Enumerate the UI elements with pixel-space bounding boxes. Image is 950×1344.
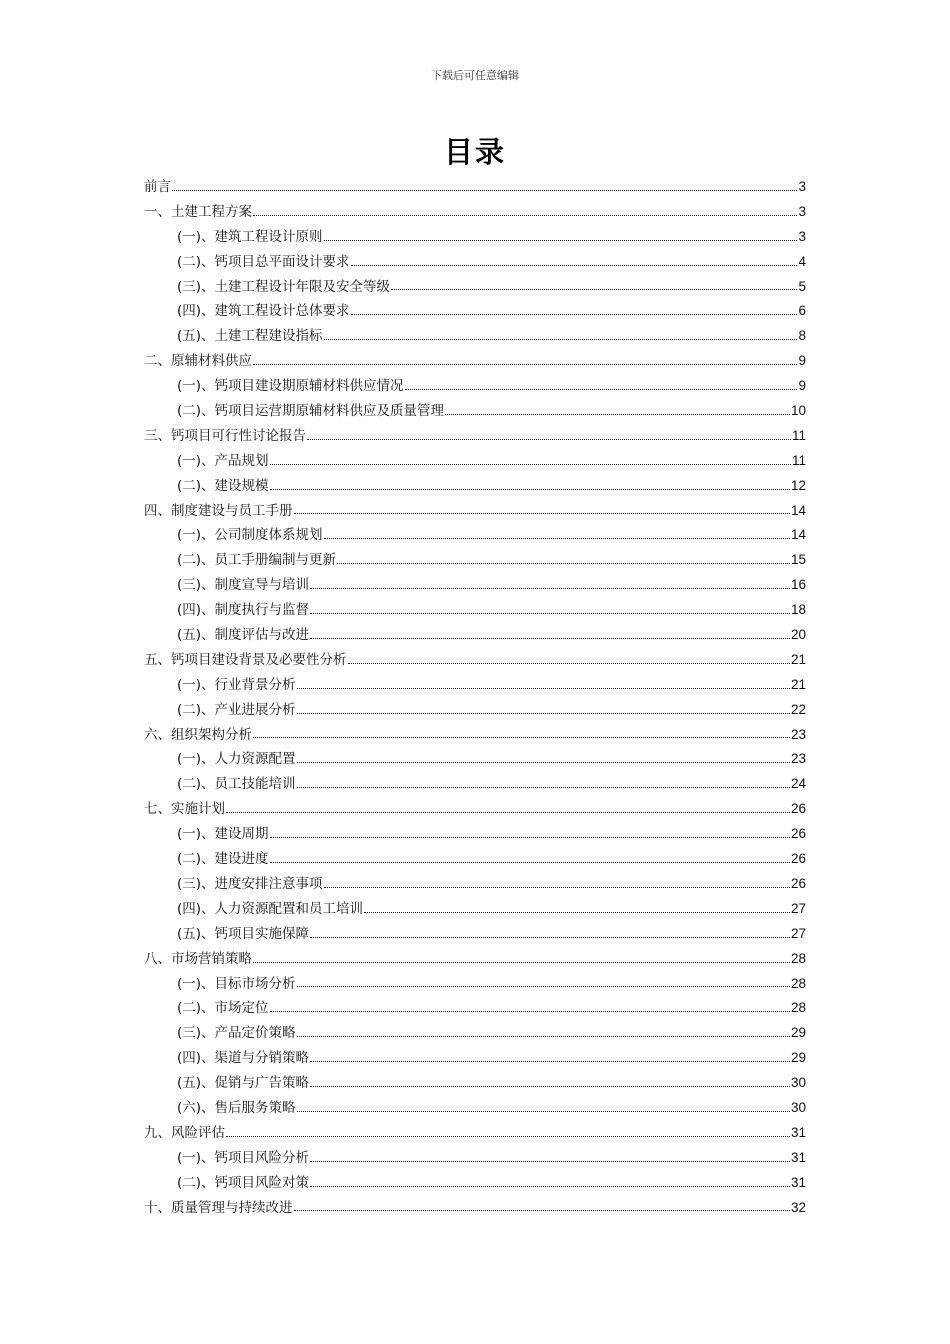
toc-dot-leader <box>351 314 798 315</box>
toc-entry[interactable] <box>144 474 806 499</box>
toc-entry-page-number: 26 <box>790 875 806 891</box>
toc-entry[interactable] <box>144 424 806 449</box>
toc-dot-leader <box>297 1036 790 1037</box>
toc-entry-page-number: 31 <box>790 1124 806 1140</box>
toc-dot-leader <box>445 414 790 415</box>
toc-entry[interactable] <box>144 374 806 399</box>
toc-entry-page-number: 30 <box>790 1075 806 1091</box>
toc-entry-page-number: 29 <box>790 1050 806 1066</box>
toc-entry[interactable] <box>144 1121 806 1146</box>
toc-entry[interactable] <box>144 349 806 374</box>
toc-entry-page-number: 28 <box>790 975 806 991</box>
toc-entry[interactable] <box>144 897 806 922</box>
toc-entry-page-number: 3 <box>798 203 806 219</box>
toc-entry[interactable] <box>144 922 806 947</box>
toc-entry-label: (四)、渠道与分销策略 <box>177 1050 310 1067</box>
toc-dot-leader <box>270 1011 790 1012</box>
toc-entry-label: (二)、市场定位 <box>177 1000 269 1017</box>
toc-dot-leader <box>310 638 790 639</box>
toc-entry-page-number: 26 <box>790 801 806 817</box>
toc-entry-page-number: 3 <box>798 228 806 244</box>
toc-entry-label: (五)、制度评估与改进 <box>177 627 310 644</box>
toc-entry-label: (五)、促销与广告策略 <box>177 1075 310 1092</box>
toc-dot-leader <box>391 289 797 290</box>
toc-entry-page-number: 23 <box>790 726 806 742</box>
toc-dot-leader <box>324 538 790 539</box>
toc-entry-label: 三、钙项目可行性讨论报告 <box>144 427 306 444</box>
toc-dot-leader <box>172 190 797 191</box>
toc-entry-label: (一)、公司制度体系规划 <box>177 527 323 544</box>
toc-entry-label: 十、质量管理与持续改进 <box>144 1199 293 1216</box>
toc-dot-leader <box>310 613 790 614</box>
toc-entry[interactable] <box>144 996 806 1021</box>
toc-entry-page-number: 22 <box>790 701 806 717</box>
toc-dot-leader <box>297 1111 790 1112</box>
toc-entry[interactable] <box>144 499 806 524</box>
toc-entry-page-number: 9 <box>798 378 806 394</box>
toc-entry-page-number: 29 <box>790 1025 806 1041</box>
toc-dot-leader <box>253 962 790 963</box>
toc-entry-page-number: 21 <box>790 676 806 692</box>
toc-entry-page-number: 12 <box>790 477 806 493</box>
toc-dot-leader <box>405 389 798 390</box>
toc-dot-leader <box>337 563 790 564</box>
toc-entry[interactable] <box>144 797 806 822</box>
toc-entry-page-number: 28 <box>790 1000 806 1016</box>
toc-dot-leader <box>297 688 790 689</box>
toc-entry-label: (一)、行业背景分析 <box>177 676 296 693</box>
toc-entry-label: (三)、产品定价策略 <box>177 1025 296 1042</box>
toc-entry-label: (五)、钙项目实施保障 <box>177 925 310 942</box>
toc-entry-label: (四)、制度执行与监督 <box>177 602 310 619</box>
toc-entry-page-number: 15 <box>790 552 806 568</box>
toc-entry-label: (一)、建设周期 <box>177 826 269 843</box>
toc-entry-page-number: 20 <box>790 627 806 643</box>
toc-dot-leader <box>364 912 790 913</box>
toc-entry[interactable] <box>144 772 806 797</box>
toc-entry-page-number: 21 <box>790 651 806 667</box>
toc-entry[interactable] <box>144 1171 806 1196</box>
toc-dot-leader <box>270 837 790 838</box>
toc-list <box>144 175 806 1220</box>
toc-entry[interactable] <box>144 225 806 250</box>
toc-dot-leader <box>294 513 790 514</box>
toc-dot-leader <box>348 663 790 664</box>
toc-entry-label: (二)、产业进展分析 <box>177 701 296 718</box>
toc-entry-label: (一)、建筑工程设计原则 <box>177 228 323 245</box>
toc-dot-leader <box>253 364 797 365</box>
toc-dot-leader <box>226 812 790 813</box>
toc-dot-leader <box>310 1061 790 1062</box>
toc-entry-label: 九、风险评估 <box>144 1124 225 1141</box>
toc-entry-label: (五)、土建工程建设指标 <box>177 328 323 345</box>
toc-entry-label: (四)、人力资源配置和员工培训 <box>177 900 364 917</box>
toc-entry[interactable] <box>144 200 806 225</box>
toc-entry[interactable] <box>144 399 806 424</box>
toc-title: 目录 <box>443 135 506 169</box>
toc-entry-label: 一、土建工程方案 <box>144 203 252 220</box>
toc-entry-label: (二)、建设规模 <box>177 477 269 494</box>
toc-entry[interactable] <box>144 1096 806 1121</box>
toc-entry-label: (一)、钙项目风险分析 <box>177 1149 310 1166</box>
toc-entry[interactable] <box>144 1196 806 1221</box>
toc-dot-leader <box>310 588 790 589</box>
toc-entry[interactable] <box>144 972 806 997</box>
toc-dot-leader <box>351 265 798 266</box>
toc-dot-leader <box>310 1186 790 1187</box>
toc-entry-label: (二)、钙项目风险对策 <box>177 1174 310 1191</box>
toc-dot-leader <box>297 787 790 788</box>
toc-entry-page-number: 26 <box>790 851 806 867</box>
toc-entry-label: (二)、员工手册编制与更新 <box>177 552 337 569</box>
toc-entry-page-number: 24 <box>790 776 806 792</box>
toc-entry-page-number: 31 <box>790 1149 806 1165</box>
toc-entry-page-number: 31 <box>790 1174 806 1190</box>
toc-entry-label: (一)、人力资源配置 <box>177 751 296 768</box>
toc-entry-page-number: 11 <box>791 427 806 443</box>
toc-entry-label: (四)、建筑工程设计总体要求 <box>177 303 350 320</box>
toc-entry[interactable] <box>144 1071 806 1096</box>
toc-entry-page-number: 3 <box>798 179 806 194</box>
toc-entry-label: (一)、产品规划 <box>177 452 269 469</box>
toc-entry[interactable] <box>144 723 806 748</box>
toc-entry[interactable] <box>144 548 806 573</box>
toc-entry-label: 六、组织架构分析 <box>144 726 252 743</box>
toc-dot-leader <box>297 713 790 714</box>
toc-entry[interactable] <box>144 175 806 200</box>
toc-entry[interactable] <box>144 648 806 673</box>
toc-entry-label: (二)、员工技能培训 <box>177 776 296 793</box>
toc-entry-label: 七、实施计划 <box>144 801 225 818</box>
toc-entry[interactable] <box>144 872 806 897</box>
toc-entry-label: (二)、钙项目总平面设计要求 <box>177 253 350 270</box>
toc-entry-page-number: 5 <box>798 278 806 294</box>
toc-entry-page-number: 11 <box>791 452 806 468</box>
toc-entry-label: 八、市场营销策略 <box>144 950 252 967</box>
toc-entry[interactable] <box>144 673 806 698</box>
toc-dot-leader <box>270 489 790 490</box>
toc-dot-leader <box>324 339 798 340</box>
toc-entry[interactable] <box>144 623 806 648</box>
toc-entry[interactable] <box>144 523 806 548</box>
toc-dot-leader <box>310 937 790 938</box>
toc-entry[interactable] <box>144 250 806 275</box>
toc-dot-leader <box>307 439 791 440</box>
toc-entry-page-number: 14 <box>790 527 806 543</box>
toc-entry-page-number: 27 <box>790 900 806 916</box>
toc-entry-page-number: 23 <box>790 751 806 767</box>
toc-entry-label: 前言 <box>144 179 171 195</box>
toc-entry-label: 四、制度建设与员工手册 <box>144 502 293 519</box>
toc-entry[interactable] <box>144 847 806 872</box>
toc-dot-leader <box>297 762 790 763</box>
toc-entry[interactable] <box>144 598 806 623</box>
toc-entry-label: 五、钙项目建设背景及必要性分析 <box>144 651 347 668</box>
toc-entry[interactable] <box>144 299 806 324</box>
toc-entry[interactable] <box>144 947 806 972</box>
toc-entry-page-number: 9 <box>798 353 806 369</box>
toc-dot-leader <box>324 240 798 241</box>
toc-dot-leader <box>253 215 797 216</box>
toc-dot-leader <box>270 862 790 863</box>
toc-entry-page-number: 26 <box>790 826 806 842</box>
toc-entry[interactable] <box>144 573 806 598</box>
toc-entry-label: (二)、建设进度 <box>177 851 269 868</box>
toc-entry[interactable] <box>144 698 806 723</box>
toc-entry-page-number: 30 <box>790 1099 806 1115</box>
toc-entry-page-number: 28 <box>790 950 806 966</box>
toc-entry[interactable] <box>144 1021 806 1046</box>
toc-dot-leader <box>270 464 791 465</box>
toc-entry-label: 二、原辅材料供应 <box>144 353 252 370</box>
toc-entry-label: (二)、钙项目运营期原辅材料供应及质量管理 <box>177 403 445 420</box>
toc-entry-page-number: 4 <box>798 253 806 269</box>
toc-dot-leader <box>297 986 790 987</box>
toc-dot-leader <box>253 737 790 738</box>
toc-dot-leader <box>310 1086 790 1087</box>
toc-entry-page-number: 8 <box>798 328 806 344</box>
toc-entry[interactable] <box>144 275 806 300</box>
toc-entry[interactable] <box>144 822 806 847</box>
toc-entry-page-number: 10 <box>790 403 806 419</box>
toc-entry-label: (三)、制度宣导与培训 <box>177 577 310 594</box>
toc-entry-label: (三)、土建工程设计年限及安全等级 <box>177 278 391 295</box>
toc-entry-label: (一)、目标市场分析 <box>177 975 296 992</box>
toc-entry[interactable] <box>144 1046 806 1071</box>
toc-entry-page-number: 18 <box>790 602 806 618</box>
toc-entry-page-number: 32 <box>790 1199 806 1215</box>
toc-entry-page-number: 16 <box>790 577 806 593</box>
toc-entry-label: (六)、售后服务策略 <box>177 1099 296 1116</box>
toc-entry-page-number: 27 <box>790 925 806 941</box>
toc-entry-page-number: 14 <box>790 502 806 518</box>
toc-dot-leader <box>226 1136 790 1137</box>
toc-dot-leader <box>324 887 790 888</box>
toc-entry[interactable] <box>144 449 806 474</box>
toc-entry-page-number: 6 <box>798 303 806 319</box>
toc-dot-leader <box>294 1210 790 1211</box>
toc-dot-leader <box>310 1161 790 1162</box>
toc-entry[interactable] <box>144 324 806 349</box>
toc-entry[interactable] <box>144 1146 806 1171</box>
toc-entry-label: (一)、钙项目建设期原辅材料供应情况 <box>177 378 404 395</box>
toc-entry[interactable] <box>144 747 806 772</box>
header-note: 下载后可任意编辑 <box>431 69 519 82</box>
toc-entry-label: (三)、进度安排注意事项 <box>177 875 323 892</box>
